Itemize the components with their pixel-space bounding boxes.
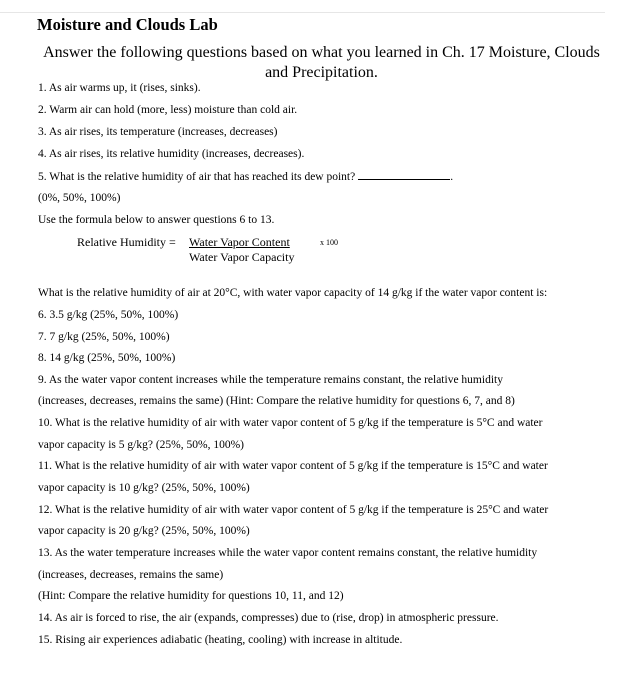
question-4: 4. As air rises, its relative humidity (increases, decreases). — [38, 148, 305, 160]
question-13-hint: (Hint: Compare the relative humidity for questions 10, 11, and 12) — [38, 590, 344, 602]
question-12: 12. What is the relative humidity of air with water vapor content of 5 g/kg if the temperature is 25°C and water — [38, 504, 549, 516]
question-9: 9. As the water vapor content increases while the temperature remains constant, the relative humidity — [38, 374, 503, 386]
question-13: 13. As the water temperature increases while the water vapor content remains constant, the relative humidity — [38, 547, 538, 559]
question-6: 6. 3.5 g/kg (25%, 50%, 100%) — [38, 309, 179, 321]
question-10: 10. What is the relative humidity of air with water vapor content of 5 g/kg if the temperature is 5°C and water — [38, 417, 543, 429]
question-8: 8. 14 g/kg (25%, 50%, 100%) — [38, 352, 176, 364]
formula-label: Relative Humidity = — [77, 235, 176, 249]
question-13-cont: (increases, decreases, remains the same) — [38, 569, 224, 581]
formula-numerator: Water Vapor Content — [189, 235, 290, 249]
question-11-cont: vapor capacity is 10 g/kg? (25%, 50%, 100%) — [38, 482, 250, 494]
question-15: 15. Rising air experiences adiabatic (heating, cooling) with increase in altitude. — [38, 634, 403, 646]
question-5-suffix: . — [450, 171, 454, 183]
formula-denominator: Water Vapor Capacity — [189, 250, 295, 264]
formula-instructions: Use the formula below to answer questions 6 to 13. — [38, 214, 275, 226]
top-divider — [0, 12, 605, 13]
question-11: 11. What is the relative humidity of air with water vapor content of 5 g/kg if the temperature is 15°C and water — [38, 460, 548, 472]
instructions: Answer the following questions based on what you learned in Ch. 17 Moisture, Clouds and Precipitation. — [43, 44, 600, 81]
question-5 — [38, 170, 453, 183]
question-9-cont: (increases, decreases, remains the same) (Hint: Compare the relative humidity for questions 6, 7, and 8) — [38, 395, 515, 407]
question-3: 3. As air rises, its temperature (increases, decreases) — [38, 126, 278, 138]
question-12-cont: vapor capacity is 20 g/kg? (25%, 50%, 100%) — [38, 525, 250, 537]
question-5-options: (0%, 50%, 100%) — [38, 192, 121, 204]
question-1: 1. As air warms up, it (rises, sinks). — [38, 82, 201, 94]
question-7: 7. 7 g/kg (25%, 50%, 100%) — [38, 331, 170, 343]
question-prompt-6-8: What is the relative humidity of air at 20°C, with water vapor capacity of 14 g/kg if the water vapor content is: — [38, 287, 548, 299]
page-title: Moisture and Clouds Lab — [37, 15, 218, 34]
question-5-text: 5. What is the relative humidity of air that has reached its dew point? — [38, 171, 356, 183]
question-10-cont: vapor capacity is 5 g/kg? (25%, 50%, 100%) — [38, 439, 244, 451]
question-2: 2. Warm air can hold (more, less) moisture than cold air. — [38, 104, 298, 116]
formula-multiplier: x 100 — [320, 238, 338, 247]
question-14: 14. As air is forced to rise, the air (expands, compresses) due to (rise, drop) in atmospheric pressure. — [38, 612, 499, 624]
answer-blank[interactable] — [358, 170, 450, 180]
